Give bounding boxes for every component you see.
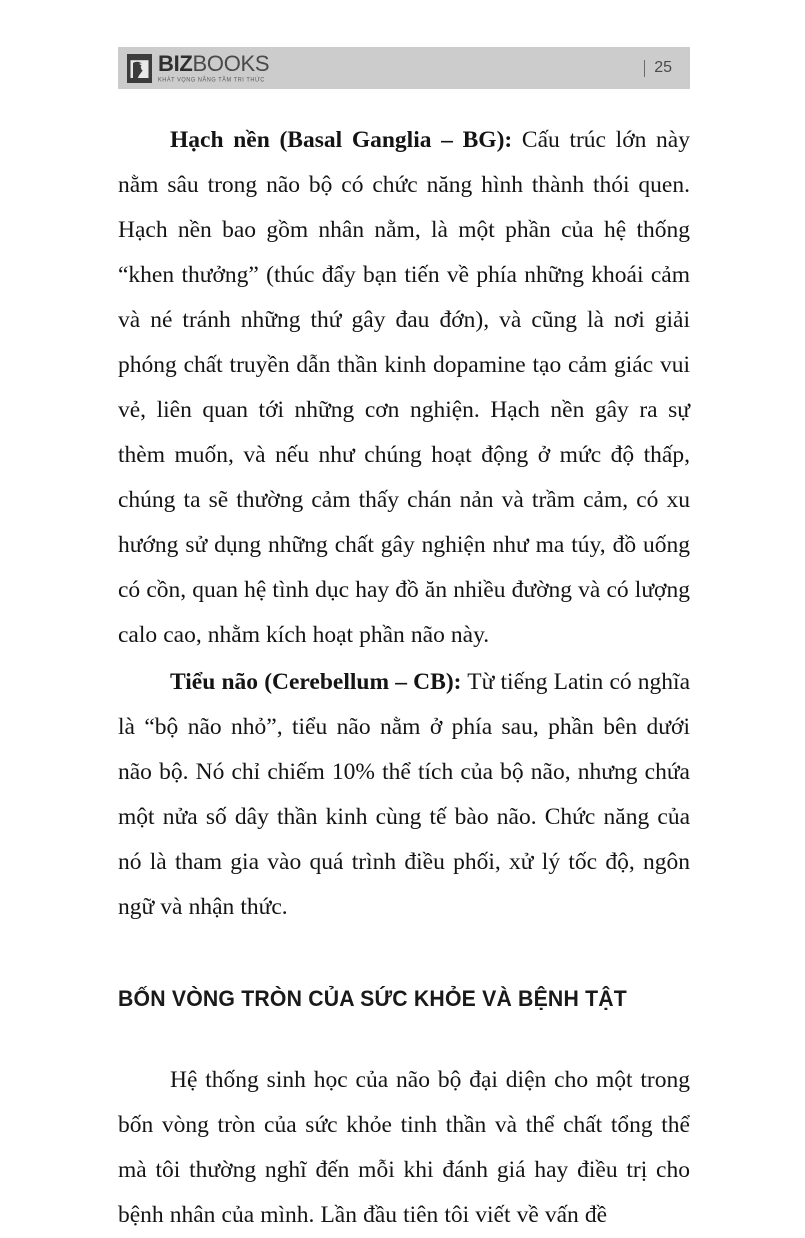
page-header-band xyxy=(118,47,690,89)
page-content xyxy=(118,118,690,1238)
page-number-block xyxy=(644,59,690,77)
logo-word-books: BOOKS xyxy=(192,50,270,76)
section-title-spacer xyxy=(118,930,690,986)
section-title-bottom-spacer xyxy=(118,1012,690,1058)
section-heading: BỐN VÒNG TRÒN CỦA SỨC KHỎE VÀ BỆNH TẬT xyxy=(118,986,627,1011)
paragraph-basal-ganglia xyxy=(118,118,690,658)
logo-wordmark xyxy=(158,50,270,84)
page-number: 25 xyxy=(654,59,672,76)
bizbooks-logo xyxy=(118,50,270,84)
paragraph-text: Từ tiếng Latin có nghĩa là “bộ não nhỏ”, tiểu não nằm ở phía sau, phần bên dưới não bộ. Nó chỉ chiếm 10% thể tích của bộ não, nhưng chứa một nửa số dây thần kinh cùng tế bào não. Chức năng của nó là tham gia vào quá trình điều phối, xử lý tốc độ, ngôn ngữ và nhận thức. xyxy=(118,669,691,920)
book-logo-icon xyxy=(127,54,152,83)
paragraph-lead-in: Tiểu não (Cerebellum – CB): xyxy=(170,669,462,695)
paragraph-four-circles: Hệ thống sinh học của não bộ đại diện cho một trong bốn vòng tròn của sức khỏe tinh thần và thể chất tổng thể mà tôi thường nghĩ đến mỗi khi đánh giá hay điều trị cho bệnh nhân của mình. Lần đầu tiên tôi viết về vấn đề xyxy=(118,1067,690,1228)
paragraph-lead-in: Hạch nền (Basal Ganglia – BG): xyxy=(170,127,513,153)
paragraph-cerebellum xyxy=(118,660,690,930)
page-number-divider xyxy=(644,60,645,77)
logo-word-biz: BIZ xyxy=(158,50,193,76)
paragraph-text: Cấu trúc lớn này nằm sâu trong não bộ có chức năng hình thành thói quen. Hạch nền bao gồm nhân nằm, là một phần của hệ thống “khen thưởng” (thúc đẩy bạn tiến về phía những khoái cảm và né tránh những thứ gây đau đớn), và cũng là nơi giải phóng chất truyền dẫn thần kinh dopamine tạo cảm giác vui vẻ, liên quan tới những cơn nghiện. Hạch nền gây ra sự thèm muốn, và nếu như chúng hoạt động ở mức độ thấp, chúng ta sẽ thường cảm thấy chán nản và trầm cảm, có xu hướng sử dụng những chất gây nghiện như ma túy, đồ uống có cồn, quan hệ tình dục hay đồ ăn nhiều đường và có lượng calo cao, nhằm kích hoạt phần não này. xyxy=(118,127,690,648)
logo-tagline: KHÁT VỌNG NÂNG TẦM TRI THỨC xyxy=(158,76,265,84)
